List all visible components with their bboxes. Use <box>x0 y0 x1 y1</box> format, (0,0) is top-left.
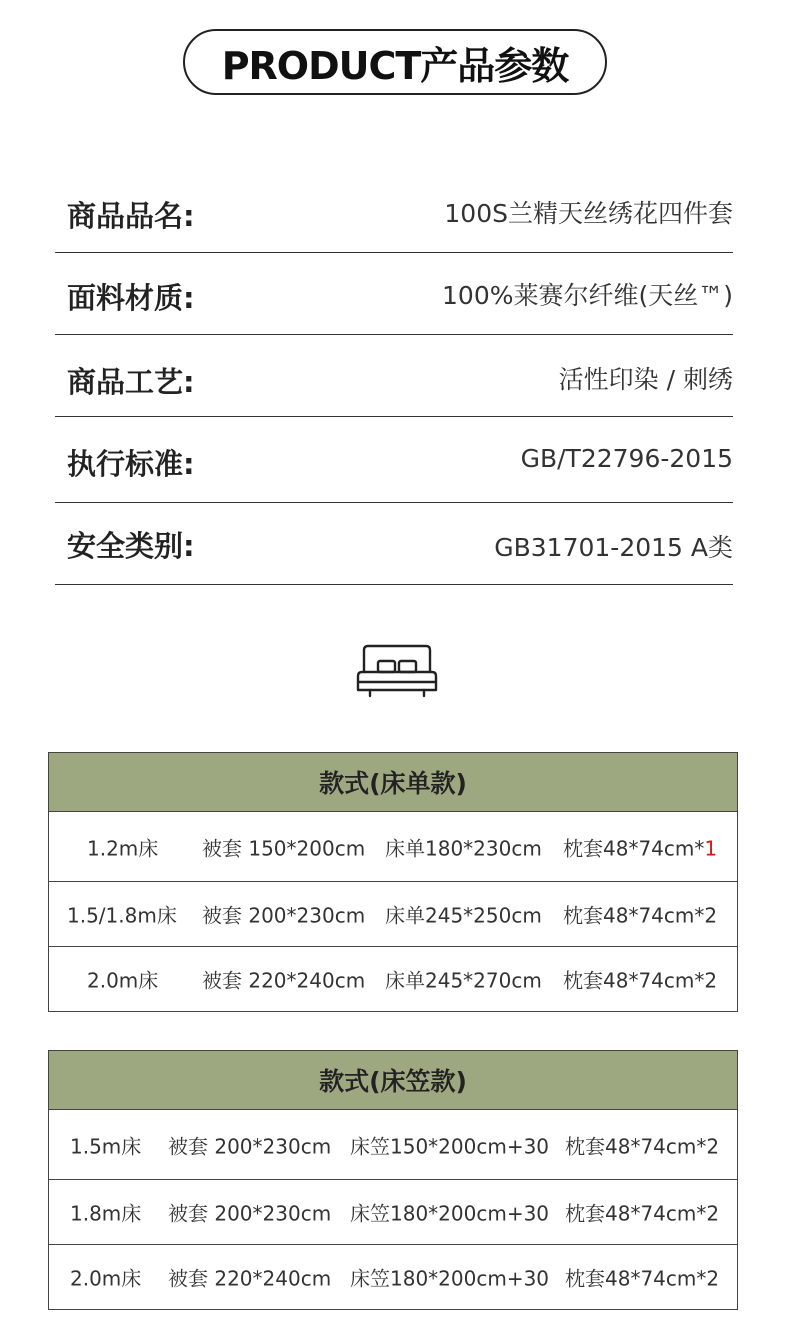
duvet-cell: 被套 200*230cm <box>168 1201 332 1226</box>
sheet-cell: 床单180*230cm <box>385 836 542 860</box>
pillow-cell: 枕套48*74cm*2 <box>563 968 718 993</box>
size-cell: 2.0m床 <box>70 1266 142 1291</box>
spec-row-material <box>55 252 733 335</box>
spec-value: 活性印染 / 刺绣 <box>558 365 733 394</box>
fitted-cell: 床笠150*200cm+30 <box>350 1134 550 1158</box>
spec-label: 执行标准: <box>67 447 195 481</box>
pillow-cell: 枕套48*74cm*2 <box>565 1201 720 1226</box>
size-table-fitted <box>48 1050 738 1310</box>
product-title-badge <box>183 29 607 95</box>
table-row <box>49 1110 737 1180</box>
spec-value: GB31701-2015 A类 <box>494 533 733 562</box>
size-cell: 1.2m床 <box>87 836 159 860</box>
size-table-bedsheet <box>48 752 738 1012</box>
spec-row-standard <box>55 416 733 503</box>
size-cell: 2.0m床 <box>87 968 159 993</box>
pillow-cell: 枕套48*74cm*2 <box>563 903 718 928</box>
size-cell: 1.5/1.8m床 <box>67 903 177 928</box>
pillow-text: 枕套48*74cm* <box>563 836 705 860</box>
duvet-cell: 被套 220*240cm <box>202 968 366 993</box>
page-title: PRODUCT产品参数 <box>221 43 569 88</box>
table-row <box>49 947 737 1011</box>
spec-label: 商品工艺: <box>67 365 195 399</box>
pillow-cell: 枕套48*74cm*2 <box>565 1266 720 1291</box>
spec-label: 安全类别: <box>67 529 195 563</box>
size-cell: 1.5m床 <box>70 1134 142 1158</box>
bed-icon <box>352 640 442 702</box>
sheet-cell: 床单245*250cm <box>385 903 542 928</box>
table-row <box>49 1180 737 1245</box>
size-cell: 1.8m床 <box>70 1201 142 1226</box>
spec-row-safety <box>55 502 733 585</box>
spec-value: 100%莱赛尔纤维(天丝™) <box>442 281 733 310</box>
spec-row-name <box>55 170 733 253</box>
pillow-count: 1 <box>704 836 718 860</box>
pillow-cell: 枕套48*74cm*2 <box>565 1134 720 1158</box>
spec-value: 100S兰精天丝绣花四件套 <box>444 199 733 228</box>
pillow-cell <box>563 832 717 861</box>
fitted-cell: 床笠180*200cm+30 <box>350 1266 550 1291</box>
sheet-cell: 床单245*270cm <box>385 968 542 993</box>
fitted-cell: 床笠180*200cm+30 <box>350 1201 550 1226</box>
table-title: 款式(床笠款) <box>49 1051 737 1110</box>
table-row <box>49 1245 737 1309</box>
spec-row-craft <box>55 334 733 417</box>
spec-label: 面料材质: <box>67 281 195 315</box>
duvet-cell: 被套 220*240cm <box>168 1266 332 1291</box>
duvet-cell: 被套 200*230cm <box>202 903 366 928</box>
duvet-cell: 被套 200*230cm <box>168 1134 332 1158</box>
table-row <box>49 882 737 947</box>
spec-label: 商品品名: <box>67 199 195 233</box>
table-title: 款式(床单款) <box>49 753 737 812</box>
duvet-cell: 被套 150*200cm <box>202 836 366 860</box>
table-row <box>49 812 737 882</box>
spec-value: GB/T22796-2015 <box>520 444 733 473</box>
